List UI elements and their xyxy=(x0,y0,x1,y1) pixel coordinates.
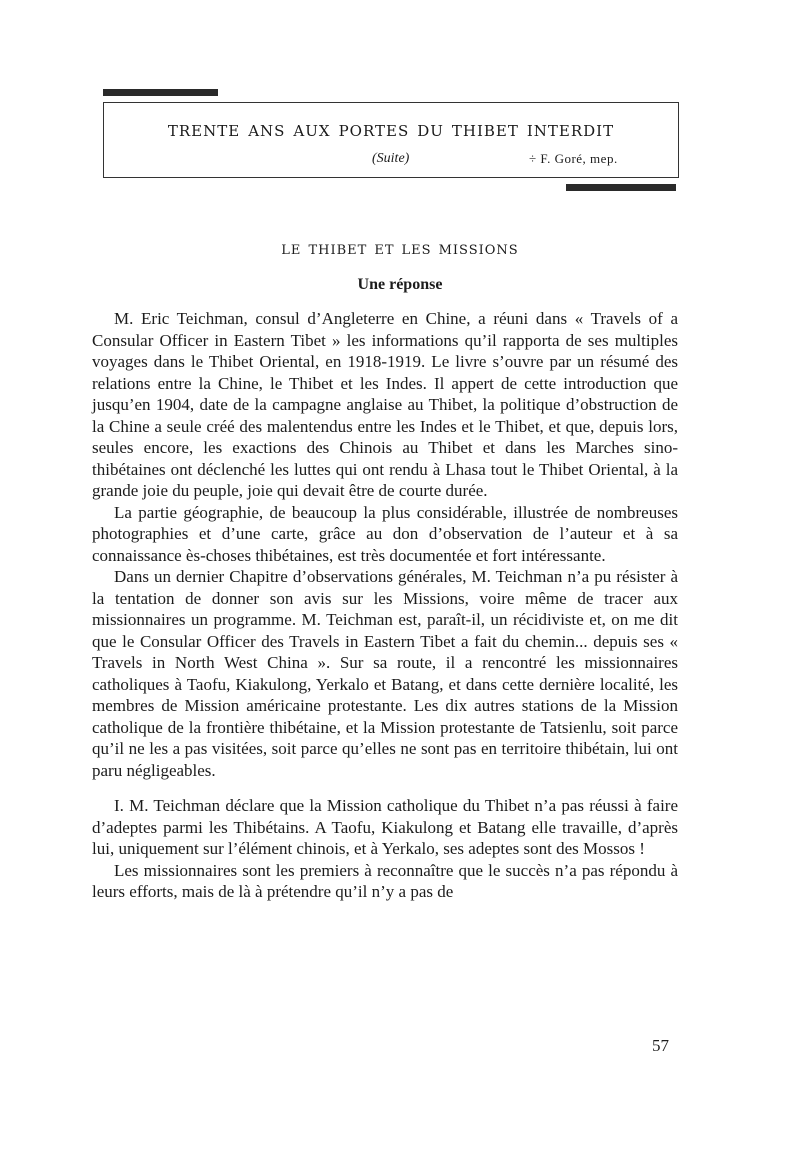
author-byline: ÷ F. Goré, mep. xyxy=(529,151,618,166)
paragraph: La partie géographie, de beaucoup la plus considérable, illustrée de nombreuses photographies et d’une carte, grâce au don d’observation de l’auteur et à sa connaissance ès-choses thibétaines, est très documentée et fort intéressante. xyxy=(92,502,678,565)
paragraph: Les missionnaires sont les premiers à reconnaître que le succès n’a pas répondu à leurs efforts, mais de là à prétendre qu’il n’y a pas de xyxy=(92,860,678,901)
paragraph: I. M. Teichman déclare que la Mission catholique du Thibet n’a pas réussi à faire d’adeptes parmi les Thibétains. A Taofu, Kiakulong et Batang elle travaille, d’après lui, uniquement sur l’élément chinois, et à Yerkalo, ses adeptes sont des Mossos ! xyxy=(92,796,678,858)
paragraph: Dans un dernier Chapitre d’observations générales, M. Teichman n’a pu résister à la tentation de donner son avis sur les Missions, voire même de tracer aux missionnaires un programme. M. Teichman est, paraît-il, un récidiviste et, on me dit que le Consular Officer des Travels in Eastern Tibet a fait du chemin... depuis ses « Travels in North West China ». Sur sa route, il a rencontré les missionnaires catholiques à Taofu, Kiakulong, Yerkalo et Batang, et dans cette dernière localité, les membres de Mission américaine protestante. Les dix autres stations de la Mission catholique de la frontière thibétaine, et la Mission protestante de Tatsienlu, soit parce qu’il ne les a pas visitées, soit parce qu’elles ne sont pas en territoire thibétain, lui ont paru négligeables. xyxy=(92,567,678,780)
paragraph: M. Eric Teichman, consul d’Angleterre en Chine, a réuni dans « Travels of a Consular Officer in Eastern Tibet » les informations qu’il rapporta de ses multiples voyages dans le Thibet Oriental, en 1918-1919. Le livre s’ouvre par un résumé des relations entre la Chine, le Thibet et les Indes. Il appert de cette introduction que jusqu’en 1904, date de la campagne anglaise au Thibet, la politique d’obstruction de la Chine a seule créé des malentendus entre les Indes et le Thibet, et que, depuis lors, seules encore, les exactions des Chinois au Thibet et dans les Marches sino-thibétaines ont déclenché les luttes qui ont rendu à Lhasa tout le Thibet Oriental, à la grande joie du peuple, joie qui devait être de courte durée. xyxy=(92,309,678,500)
header-bottom-rule xyxy=(566,184,676,191)
series-title: trente ans aux portes du thibet interdit xyxy=(167,117,615,142)
article-body xyxy=(92,308,678,903)
header-top-rule xyxy=(103,89,218,96)
series-header-box xyxy=(103,102,679,178)
suite-label: (Suite) xyxy=(372,151,410,166)
page-number: 57 xyxy=(652,1036,669,1055)
section-title: le thibet et les missions xyxy=(281,237,519,259)
article-subtitle: Une réponse xyxy=(357,276,443,293)
